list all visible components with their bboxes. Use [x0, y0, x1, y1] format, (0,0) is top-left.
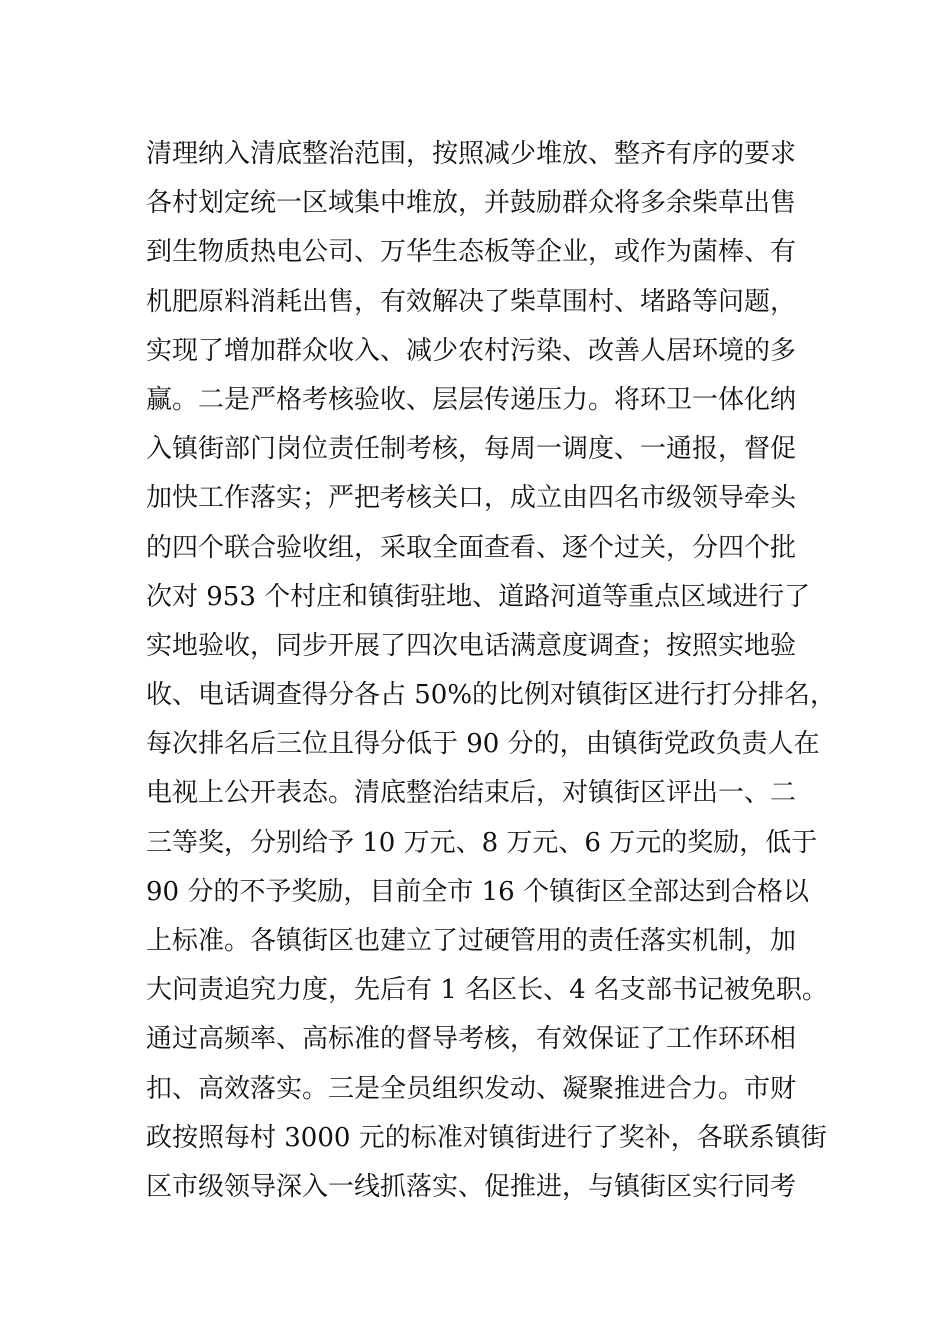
- text-line: 大问责追究力度，先后有 1 名区长、4 名支部书记被免职。: [146, 975, 828, 1006]
- text-line: 加快工作落实；严把考核关口，成立由四名市级领导牵头: [146, 483, 797, 514]
- text-line: 入镇街部门岗位责任制考核，每周一调度、一通报，督促: [146, 434, 797, 465]
- text-line: 机肥原料消耗出售，有效解决了柴草围村、堵路等问题，: [146, 286, 797, 317]
- text-line: 清理纳入清底整治范围，按照减少堆放、整齐有序的要求: [146, 139, 797, 169]
- text-line: 政按照每村 3000 元的标准对镇街进行了奖补，各联系镇街: [146, 1122, 827, 1153]
- text-line: 的四个联合验收组，采取全面查看、逐个过关，分四个批: [146, 532, 797, 563]
- text-line: 扣、高效落实。三是全员组织发动、凝聚推进合力。市财: [146, 1073, 797, 1104]
- text-line: 实现了增加群众收入、减少农村污染、改善人居环境的多: [146, 335, 797, 366]
- text-line: 电视上公开表态。清底整治结束后，对镇街区评出一、二: [146, 778, 797, 809]
- body-paragraph: [146, 130, 837, 1212]
- text-line: 次对 953 个村庄和镇街驻地、道路河道等重点区域进行了: [146, 581, 811, 612]
- text-line: 各村划定统一区域集中堆放，并鼓励群众将多余柴草出售: [146, 188, 797, 219]
- text-line: 上标准。各镇街区也建立了过硬管用的责任落实机制，加: [146, 926, 797, 956]
- text-line: 每次排名后三位且得分低于 90 分的，由镇街党政负责人在: [146, 729, 820, 760]
- text-line: 实地验收，同步开展了四次电话满意度调查；按照实地验: [146, 630, 797, 661]
- text-line: 区市级领导深入一线抓落实、促推进，与镇街区实行同考: [146, 1171, 797, 1202]
- text-line: 三等奖，分别给予 10 万元、8 万元、6 万元的奖励，低于: [146, 827, 818, 858]
- text-line: 90 分的不予奖励，目前全市 16 个镇街区全部达到合格以: [146, 876, 809, 907]
- text-line: 到生物质热电公司、万华生态板等企业，或作为菌棒、有: [146, 237, 797, 268]
- text-line: 赢。二是严格考核验收、层层传递压力。将环卫一体化纳: [146, 384, 797, 415]
- text-line: 收、电话调查得分各占 50%的比例对镇街区进行打分排名，: [146, 680, 837, 711]
- text-line: 通过高频率、高标准的督导考核，有效保证了工作环环相: [146, 1024, 797, 1055]
